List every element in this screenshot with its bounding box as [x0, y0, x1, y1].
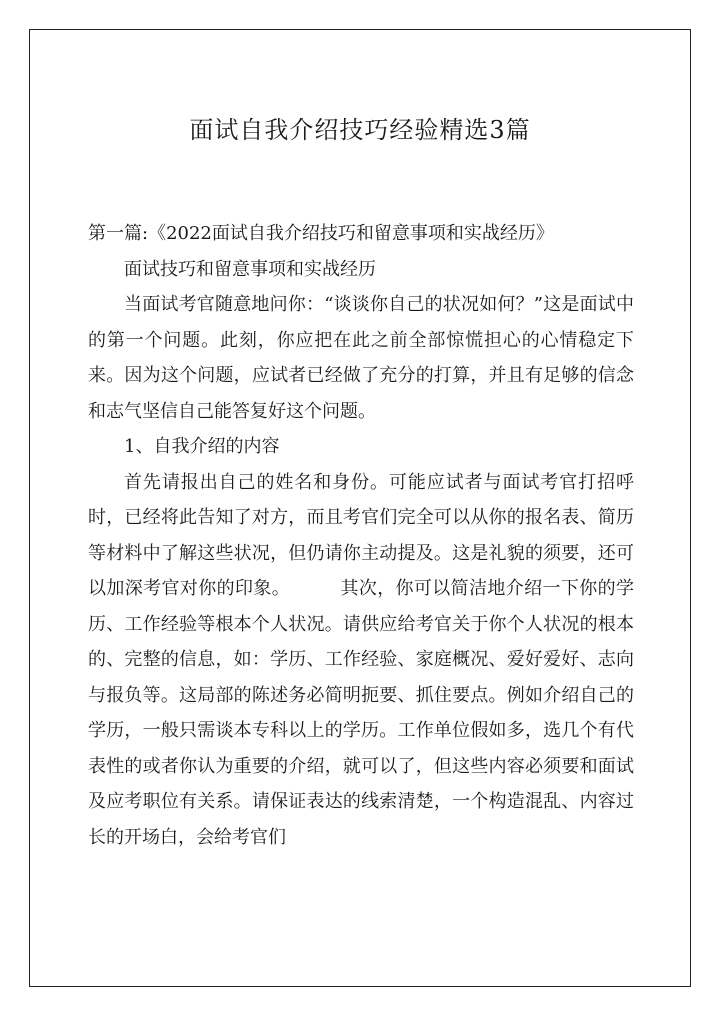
- paragraph-2: [88, 465, 634, 856]
- paragraph-2-part-a: 首先请报出自己的姓名和身份。可能应试者与面试考官打招呼时，已经将此告知了对方，而且考官们完全可以从你的报名表、简历等材料中了解这些状况，但仍请你主动提及。这是礼貌的须要，还可以加深考官对你的印象。: [88, 471, 634, 599]
- paragraph-1: 当面试考官随意地问你：“谈谈你自己的状况如何？”这是面试中的第一个问题。此刻，你应把在此之前全部惊慌担心的心情稳定下来。因为这个问题，应试者已经做了充分的打算，并且有足够的信念和志气坚信自己能答复好这个问题。: [88, 294, 634, 422]
- subheading: 面试技巧和留意事项和实战经历: [124, 258, 376, 280]
- document-body: [88, 216, 634, 855]
- paragraph-2-part-b: 其次，你可以简洁地介绍一下你的学历、工作经验等根本个人状况。请供应给考官关于你个人状况的根本的、完整的信息，如：学历、工作经验、家庭概况、爱好爱好、志向与报负等。这局部的陈述务必简明扼要、抓住要点。例如介绍自己的学历，一般只需谈本专科以上的学历。工作单位假如多，选几个有代表性的或者你认为重要的介绍，就可以了，但这些内容必须要和面试及应考职位有关系。请保证表达的线索清楚，一个构造混乱、内容过长的开场白，会给考官们: [88, 578, 635, 848]
- document-title: 面试自我介绍技巧经验精选3篇: [189, 116, 531, 144]
- section-1-heading: 1、自我介绍的内容: [124, 436, 280, 457]
- chapter-heading: 第一篇:《2022面试自我介绍技巧和留意事项和实战经历》: [88, 223, 554, 244]
